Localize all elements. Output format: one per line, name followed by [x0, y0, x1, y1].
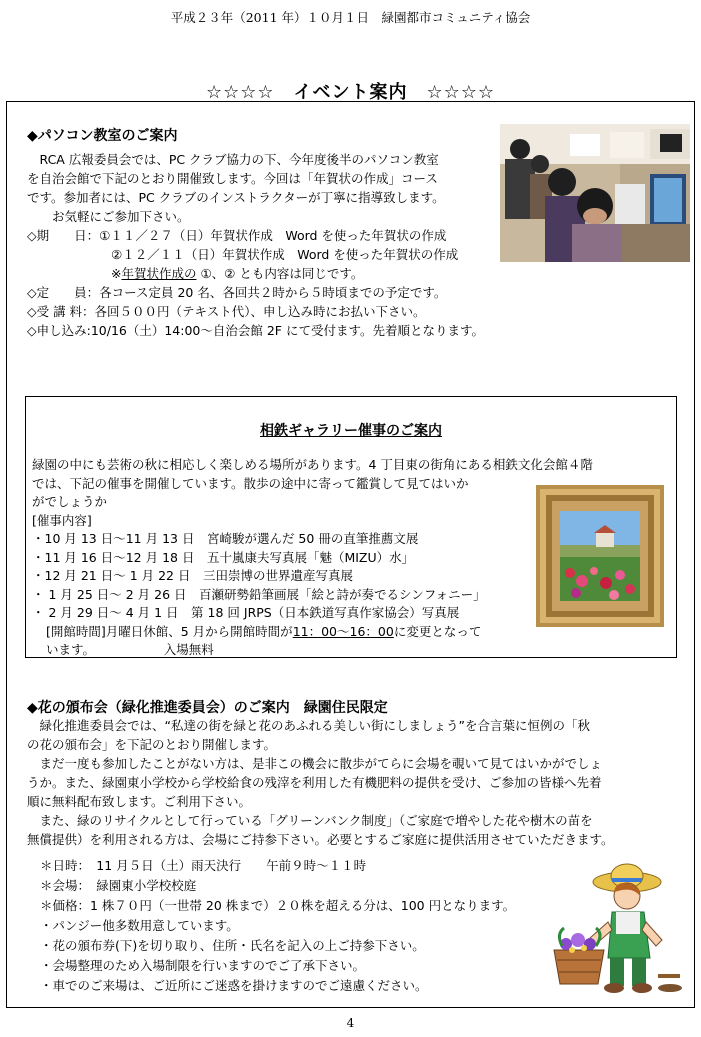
gallery-hours-prefix: [開館時間]月曜日休館、5 月から開館時間が	[46, 623, 293, 639]
flower-body	[27, 716, 614, 849]
gallery-contents-label: [催事内容]	[32, 512, 92, 528]
pc-capacity: ◇定 員：各コース定員 20 名、各回共２時から５時頃までの予定です。	[27, 285, 447, 300]
flower-items	[40, 856, 515, 996]
flower-line: の花の頒布会」を下記のとおり開催します。	[27, 737, 277, 752]
pc-apply: ◇申し込み:10/16（土）14:00～自治会館 2F にて受付ます。先着順となります。	[27, 323, 484, 338]
gallery-intro-line: 緑園の中にも芸術の秋に相応しく楽しめる場所があります。4 丁目東の街角にある相鉄文化会館４階	[32, 457, 593, 472]
pc-fee: ◇受 講 料：各回５００円（テキスト代）、申し込み時にお払い下さい。	[27, 304, 426, 319]
pc-class-line: RCA 広報委員会では、PC クラブ協力の下、今年度後半のパソコン教室	[27, 152, 439, 167]
flower-line: 無償提供）を利用される方は、会場にご持参下さい。必要とするご家庭に提供活用させていただきます。	[27, 832, 614, 847]
gallery-intro-line: がでしょうか	[32, 494, 108, 509]
pc-dates-label: ◇期 日：	[27, 228, 100, 243]
flower-line: まだ一度も参加したことがない方は、是非この機会に散歩がてらに会場を覗いて見てはいかがでしょ	[27, 756, 603, 771]
flower-item: ＊日時： 11 月５日（土）雨天決行 午前９時～１１時	[40, 858, 367, 873]
gallery-event-item: ・ 2 月 29 日～ 4 月 1 日 第 18 回 JRPS（日本鉄道写真作家協会）写真展	[32, 605, 460, 620]
gallery-event-item: ・11 月 16 日～12 月 18 日 五十嵐康夫写真展「魅（MIZU）水」	[32, 549, 415, 565]
flower-item: ・車でのご来場は、ご近所にご迷惑を掛けますのでご遠慮ください。	[40, 978, 428, 993]
pc-date-1: ①１１／２７（日）年賀状作成 Word を使った年賀状の作成	[99, 228, 447, 243]
pc-dates-row	[27, 226, 484, 245]
flower-item: ＊価格：1 株７０円（一世帯 20 株まで）２０株を超える分は、100 円となります。	[40, 898, 516, 913]
gallery-hours-suffix: に変更となって	[393, 623, 482, 639]
flower-heading: ◆花の頒布会（緑化推進委員会）のご案内 緑園住民限定	[27, 700, 388, 716]
flower-item: ＊会場： 緑園東小学校校庭	[40, 878, 197, 893]
pc-class-heading: ◆パソコン教室のご案内	[27, 128, 178, 144]
pc-class-line: お気軽にご参加下さい。	[27, 209, 190, 224]
flower-line: 緑化推進委員会では、“私達の街を緑と花のあふれる美しい街にしましょう”を合言葉に恒例の「秋	[27, 718, 590, 733]
flower-item: ・花の頒布券(下)を切り取り、住所・氏名を記入の上ご持参下さい。	[40, 938, 425, 953]
pc-classroom-photo	[500, 124, 690, 262]
page-title: ☆☆☆☆ イベント案内 ☆☆☆☆	[205, 82, 496, 103]
gallery-hours-line2: います。 入場無料	[46, 642, 214, 657]
flower-line: また、緑のリサイクルとして行っている「グリーンバンク制度」（ご家庭で増やした花や樹木の苗を	[27, 813, 593, 828]
gallery-event-item: ・ 1 月 25 日～ 2 月 26 日 百瀬研勢鉛筆画展「絵と詩が奏でるシンフォニー」	[32, 586, 486, 602]
pc-class-line: を自治会館で下記のとおり開催致します。今回は「年賀状の作成」コース	[27, 171, 438, 186]
pc-class-line: です。参加者には、PC クラブのインストラクターが丁寧に指導致します。	[27, 190, 445, 205]
pc-note-rest: ①、② とも内容は同じです。	[196, 266, 364, 281]
flower-line: うか。また、緑園東小学校から学校給食の残滓を利用した有機肥料の提供を受け、ご参加の皆様へ先着	[27, 775, 602, 790]
pc-date-2: ②１２／１１（日）年賀状作成 Word を使った年賀状の作成	[111, 247, 459, 262]
gallery-heading: 相鉄ギャラリー催事のご案内	[260, 423, 442, 439]
pc-note-underlined: 年賀状作成の	[121, 266, 197, 281]
framed-painting-image	[536, 485, 664, 627]
gallery-hours-time: 11：00～16：00	[292, 623, 394, 639]
pc-note	[27, 264, 484, 283]
page-header: 平成２３年（2011 年）１０月１日 緑園都市コミュニティ協会	[170, 10, 531, 25]
gardener-illustration	[552, 862, 687, 1000]
gallery-event-item: ・12 月 21 日～ 1 月 22 日 三田崇博の世界遺産写真展	[32, 568, 353, 583]
pc-class-body	[27, 150, 484, 340]
flower-line: 順に無料配布致します。ご利用下さい。	[27, 794, 252, 809]
flower-item: ・パンジー他多数用意しています。	[40, 918, 239, 933]
pc-note-prefix: ※	[111, 266, 122, 281]
gallery-event-item: ・10 月 13 日～11 月 13 日 宮崎駿が選んだ 50 冊の直筆推薦文展	[32, 531, 419, 546]
flower-item: ・会場整理のため入場制限を行いますのでご了承下さい。	[40, 958, 366, 973]
gallery-body	[32, 456, 593, 660]
gallery-intro-line: では、下記の催事を開催しています。散歩の途中に寄って鑑賞して見てはいか	[32, 475, 469, 491]
page-number: 4	[346, 1016, 355, 1030]
gallery-hours	[32, 623, 593, 642]
